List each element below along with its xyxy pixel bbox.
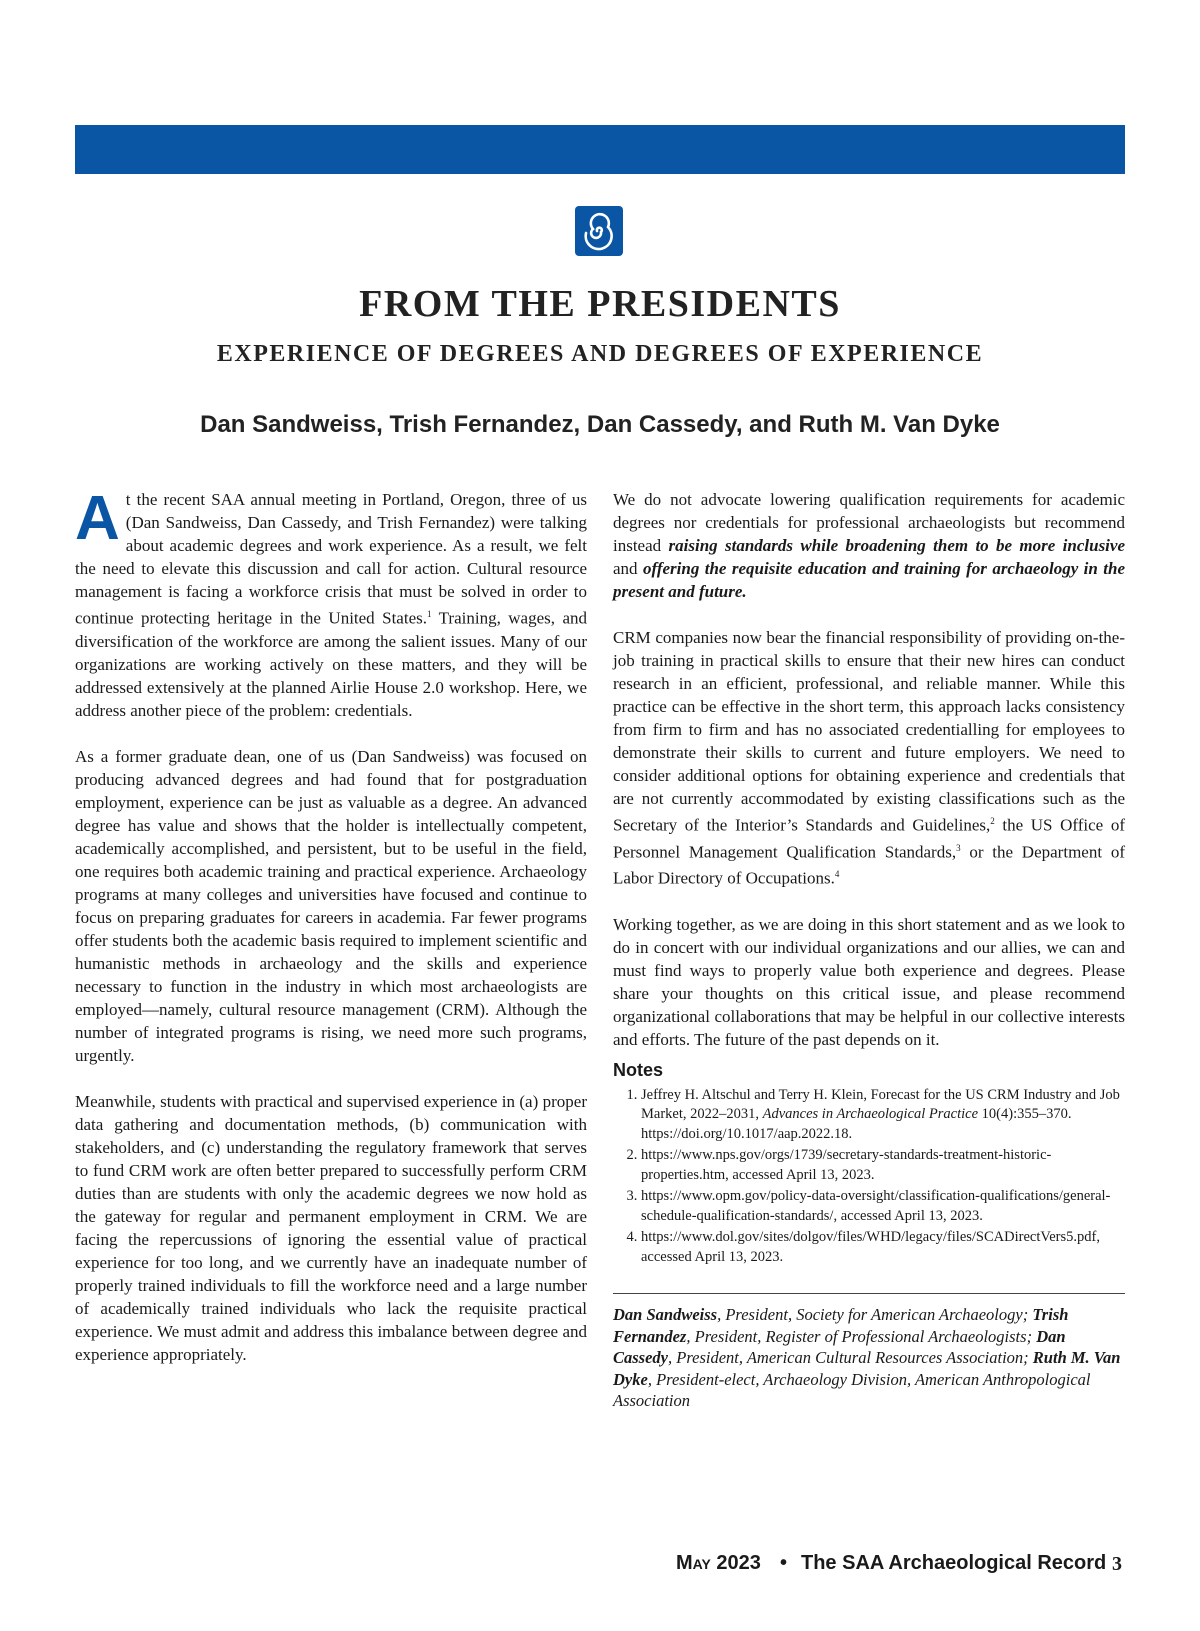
paragraph-crm-companies: CRM companies now bear the financial responsibility of providing on-the-job training in practical skills to ensure that their new hires can conduct research in an efficient, professional, and reliable manner. While this practice can be effective in the short term, this approach lacks consistency from firm to firm and has no associated credentialling for employees to demonstrate their skills to current and future employers. We need to consider additional options for obtaining experience and credentials that are not currently accommodated by existing classifications such as the Secretary of the Interior’s Standards and Guidelines,$^2$ the US Office of Personnel Management Qualification Standards,$^3$ or the Department of Labor Directory of Occupations.$^4$ — [613, 628, 1125, 888]
right-column — [613, 488, 1125, 1412]
drop-cap: A — [75, 484, 120, 553]
paragraph-advocate: We do not advocate lowering qualification requirements for academic degrees nor credentials for professional archaeologists but recommend instead raising standards while broadening them to be more inclusive and offering the requisite education and training for archaeology in the present and future. — [613, 490, 1126, 601]
footnote-ref-4[interactable]: 4 — [834, 869, 840, 880]
footer-date: May 2023 — [676, 1552, 761, 1574]
article-subtitle: EXPERIENCE OF DEGREES AND DEGREES OF EXPERIENCE — [216, 341, 984, 367]
paragraph-graduate-dean: As a former graduate dean, one of us (Dan Sandweiss) was focused on producing advanced degrees and had found that for postgraduation employment, experience can be just as valuable as a degree. An advanced degree has value and shows that the holder is intellectually competent, academically accomplished, and persistent, but to be useful in the field, one requires both academic training and practical experience. Archaeology programs at many colleges and universities have focused and continue to focus on preparing graduates for careers in academia. Far fewer programs offer students both the academic basis required to implement scientific and humanistic methods in archaeology and the skills and experience necessary to function in the industry in which most archaeologists are employed—namely, cultural resource management (CRM). Although the number of integrated programs is rising, we need more such programs, urgently. — [75, 746, 587, 1065]
note-item: 1. Jeffrey H. Altschul and Terry H. Klein, Forecast for the US CRM Industry and Job Market, 2022–2031, Advances in Archaeological Practice 10(4):355–370. https://doi.org/10.1017/aap.2022.18. — [641, 1086, 1125, 1145]
page-number: 3 — [1112, 1553, 1122, 1575]
note-item[interactable]: 2. https://www.nps.gov/orgs/1739/secretary-standards-treatment-historic-properties.htm, accessed April 13, 2023. — [641, 1146, 1125, 1185]
left-column — [75, 484, 587, 1389]
footnote-ref-1[interactable]: 1 — [427, 609, 432, 619]
paragraph-working-together: Working together, as we are doing in this short statement and as we look to do in concert with our individual organizations and our allies, we can and must find ways to properly value both experience and degrees. Please share your thoughts on this critical issue, and please recommend organizational collaborations that may be helpful in our collective interests and efforts. The future of the past depends on it. — [613, 914, 1125, 1049]
page-title: FROM THE PRESIDENTS — [359, 283, 841, 325]
notes-heading: Notes — [613, 1059, 664, 1080]
article-authors: Dan Sandweiss, Trish Fernandez, Dan Cassedy, and Ruth M. Van Dyke — [200, 411, 1000, 438]
page-footer — [0, 1552, 1200, 1580]
divider — [613, 1293, 1125, 1294]
author-bios: Dan Sandweiss, President, Society for American Archaeology; Trish Fernandez, President, Register of Professional Archaeologists; Dan Cassedy, President, American Cultural Resources Association; Ruth M. Van Dyke, President-elect, Archaeology Division, American Anthropological Association — [613, 1305, 1121, 1411]
header-banner — [75, 125, 1125, 174]
footnote-ref-3[interactable]: 3 — [956, 842, 961, 853]
notes-list — [613, 1086, 1125, 1268]
footer-journal: The SAA Archaeological Record — [801, 1552, 1107, 1574]
spiral-logo-icon — [574, 205, 624, 257]
footnote-ref-2[interactable]: 2 — [990, 816, 995, 826]
note-link[interactable]: 10(4):355–370. https://doi.org/10.1017/aap.2022.18. — [641, 1106, 1072, 1142]
footer-bullet: • — [780, 1552, 788, 1574]
paragraph-intro: At the recent SAA annual meeting in Portland, Oregon, three of us (Dan Sandweiss, Dan Cassedy, and Trish Fernandez) were talking about academic degrees and work experience. As a result, we felt the need to elevate this discussion and call for action. Cultural resource management is facing a workforce crisis that must be solved in order to continue protecting heritage in the United States.$^1$ Training, wages, and diversification of the workforce are among the salient issues. Many of our organizations are working actively on these matters, and they will be addressed extensively at the planned Airlie House 2.0 workshop. Here, we address another piece of the problem: credentials. — [75, 484, 587, 720]
note-item[interactable]: 4. https://www.dol.gov/sites/dolgov/files/WHD/legacy/files/SCADirectVers5.pdf, accessed April 13, 2023. — [641, 1228, 1125, 1267]
paragraph-meanwhile: Meanwhile, students with practical and supervised experience in (a) proper data gathering and documentation methods, (b) communication with stakeholders, and (c) understanding the regulatory framework that serves to fund CRM work are often better prepared to successfully perform CRM duties than are students with only the academic degrees we now hold as the gateway for regular and permanent employment in CRM. We are facing the repercussions of ignoring the essential value of practical experience for too long, and we currently have an inadequate number of properly trained individuals to fill the workforce need and a large number of academically trained individuals who lack the requisite practical experience. We must admit and address this imbalance between degree and experience appropriately. — [75, 1091, 587, 1364]
note-item[interactable]: 3. https://www.opm.gov/policy-data-oversight/classification-qualifications/general-schedule-qualification-standards/, accessed April 13, 2023. — [641, 1187, 1125, 1226]
